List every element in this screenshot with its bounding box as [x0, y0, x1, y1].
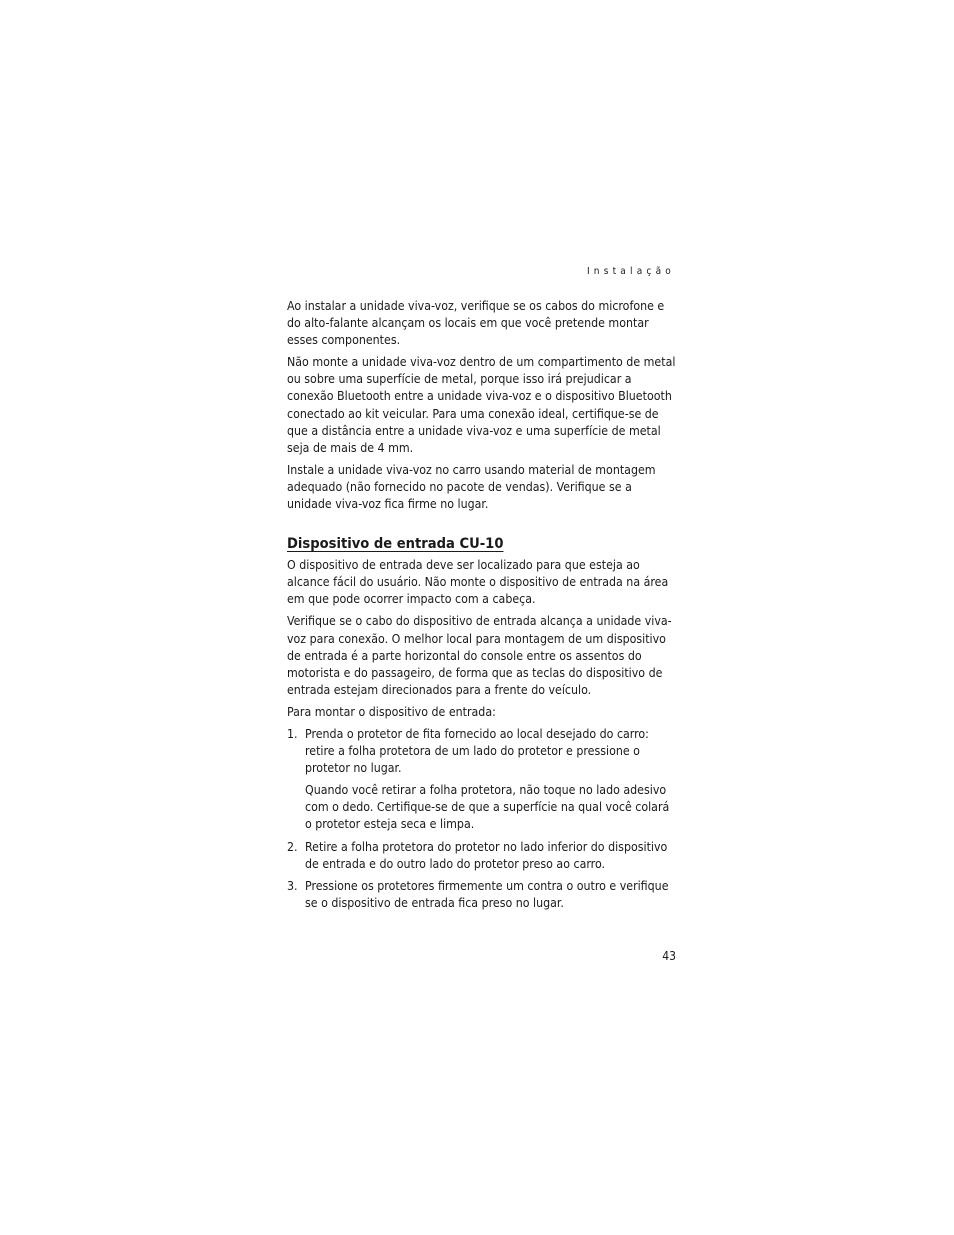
step-item-2	[287, 839, 677, 873]
intro-paragraph-3: Instale a unidade viva-voz no carro usando material de montagem adequado (não fornecido no pacote de vendas). Verifique se a unidade viva-voz fica firme no lugar.	[287, 462, 656, 512]
intro-paragraph-1: Ao instalar a unidade viva-voz, verifique se os cabos do microfone e do alto-falante alcançam os locais em que você pretende montar esses componentes.	[287, 299, 665, 348]
step-text: Pressione os protetores firmemente um contra o outro e verifique se o dispositivo de entrada fica preso no lugar.	[305, 878, 669, 910]
step-text: Prenda o protetor de fita fornecido ao local desejado do carro: retire a folha protetora de um lado do protetor e pressione o protetor no lugar.	[305, 726, 649, 776]
step-item-3	[287, 878, 677, 912]
step-number: 2.	[287, 839, 298, 854]
step-note: Quando você retirar a folha protetora, não toque no lado adesivo com o dedo. Certifique-se de que a superfície na qual você colará o protetor esteja seca e limpa.	[305, 783, 670, 832]
document-page	[287, 0, 677, 1235]
step-number: 3.	[287, 878, 298, 893]
section-paragraph-3: Para montar o dispositivo de entrada:	[287, 704, 496, 719]
section-heading: Dispositivo de entrada CU-10	[287, 535, 504, 553]
page-number: 43	[662, 949, 676, 963]
step-number: 1.	[287, 726, 298, 741]
mounting-steps-list	[287, 726, 677, 912]
step-item-1	[287, 726, 677, 834]
step-text: Retire a folha protetora do protetor no lado inferior do dispositivo de entrada e do outro lado do protetor preso ao carro.	[305, 839, 668, 871]
running-header: Instalação	[586, 266, 675, 277]
intro-paragraph-2: Não monte a unidade viva-voz dentro de um compartimento de metal ou sobre uma superfície de metal, porque isso irá prejudicar a conexão Bluetooth entre a unidade viva-voz e o dispositivo Bluetooth conectado ao kit veicular. Para uma conexão ideal, certifique-se de que a distância entre a unidade viva-voz e uma superfície de metal seja de mais de 4 mm.	[287, 355, 676, 455]
page-content	[287, 298, 677, 917]
section-paragraph-2: Verifique se o cabo do dispositivo de entrada alcança a unidade viva-voz para conexão. O melhor local para montagem de um dispositivo de entrada é a parte horizontal do console entre os assentos do motorista e do passageiro, de forma que as teclas do dispositivo de entrada estejam direcionados para a frente do veículo.	[287, 614, 672, 697]
section-paragraph-1: O dispositivo de entrada deve ser localizado para que esteja ao alcance fácil do usuário. Não monte o dispositivo de entrada na área em que pode ocorrer impacto com a cabeça.	[287, 558, 669, 607]
